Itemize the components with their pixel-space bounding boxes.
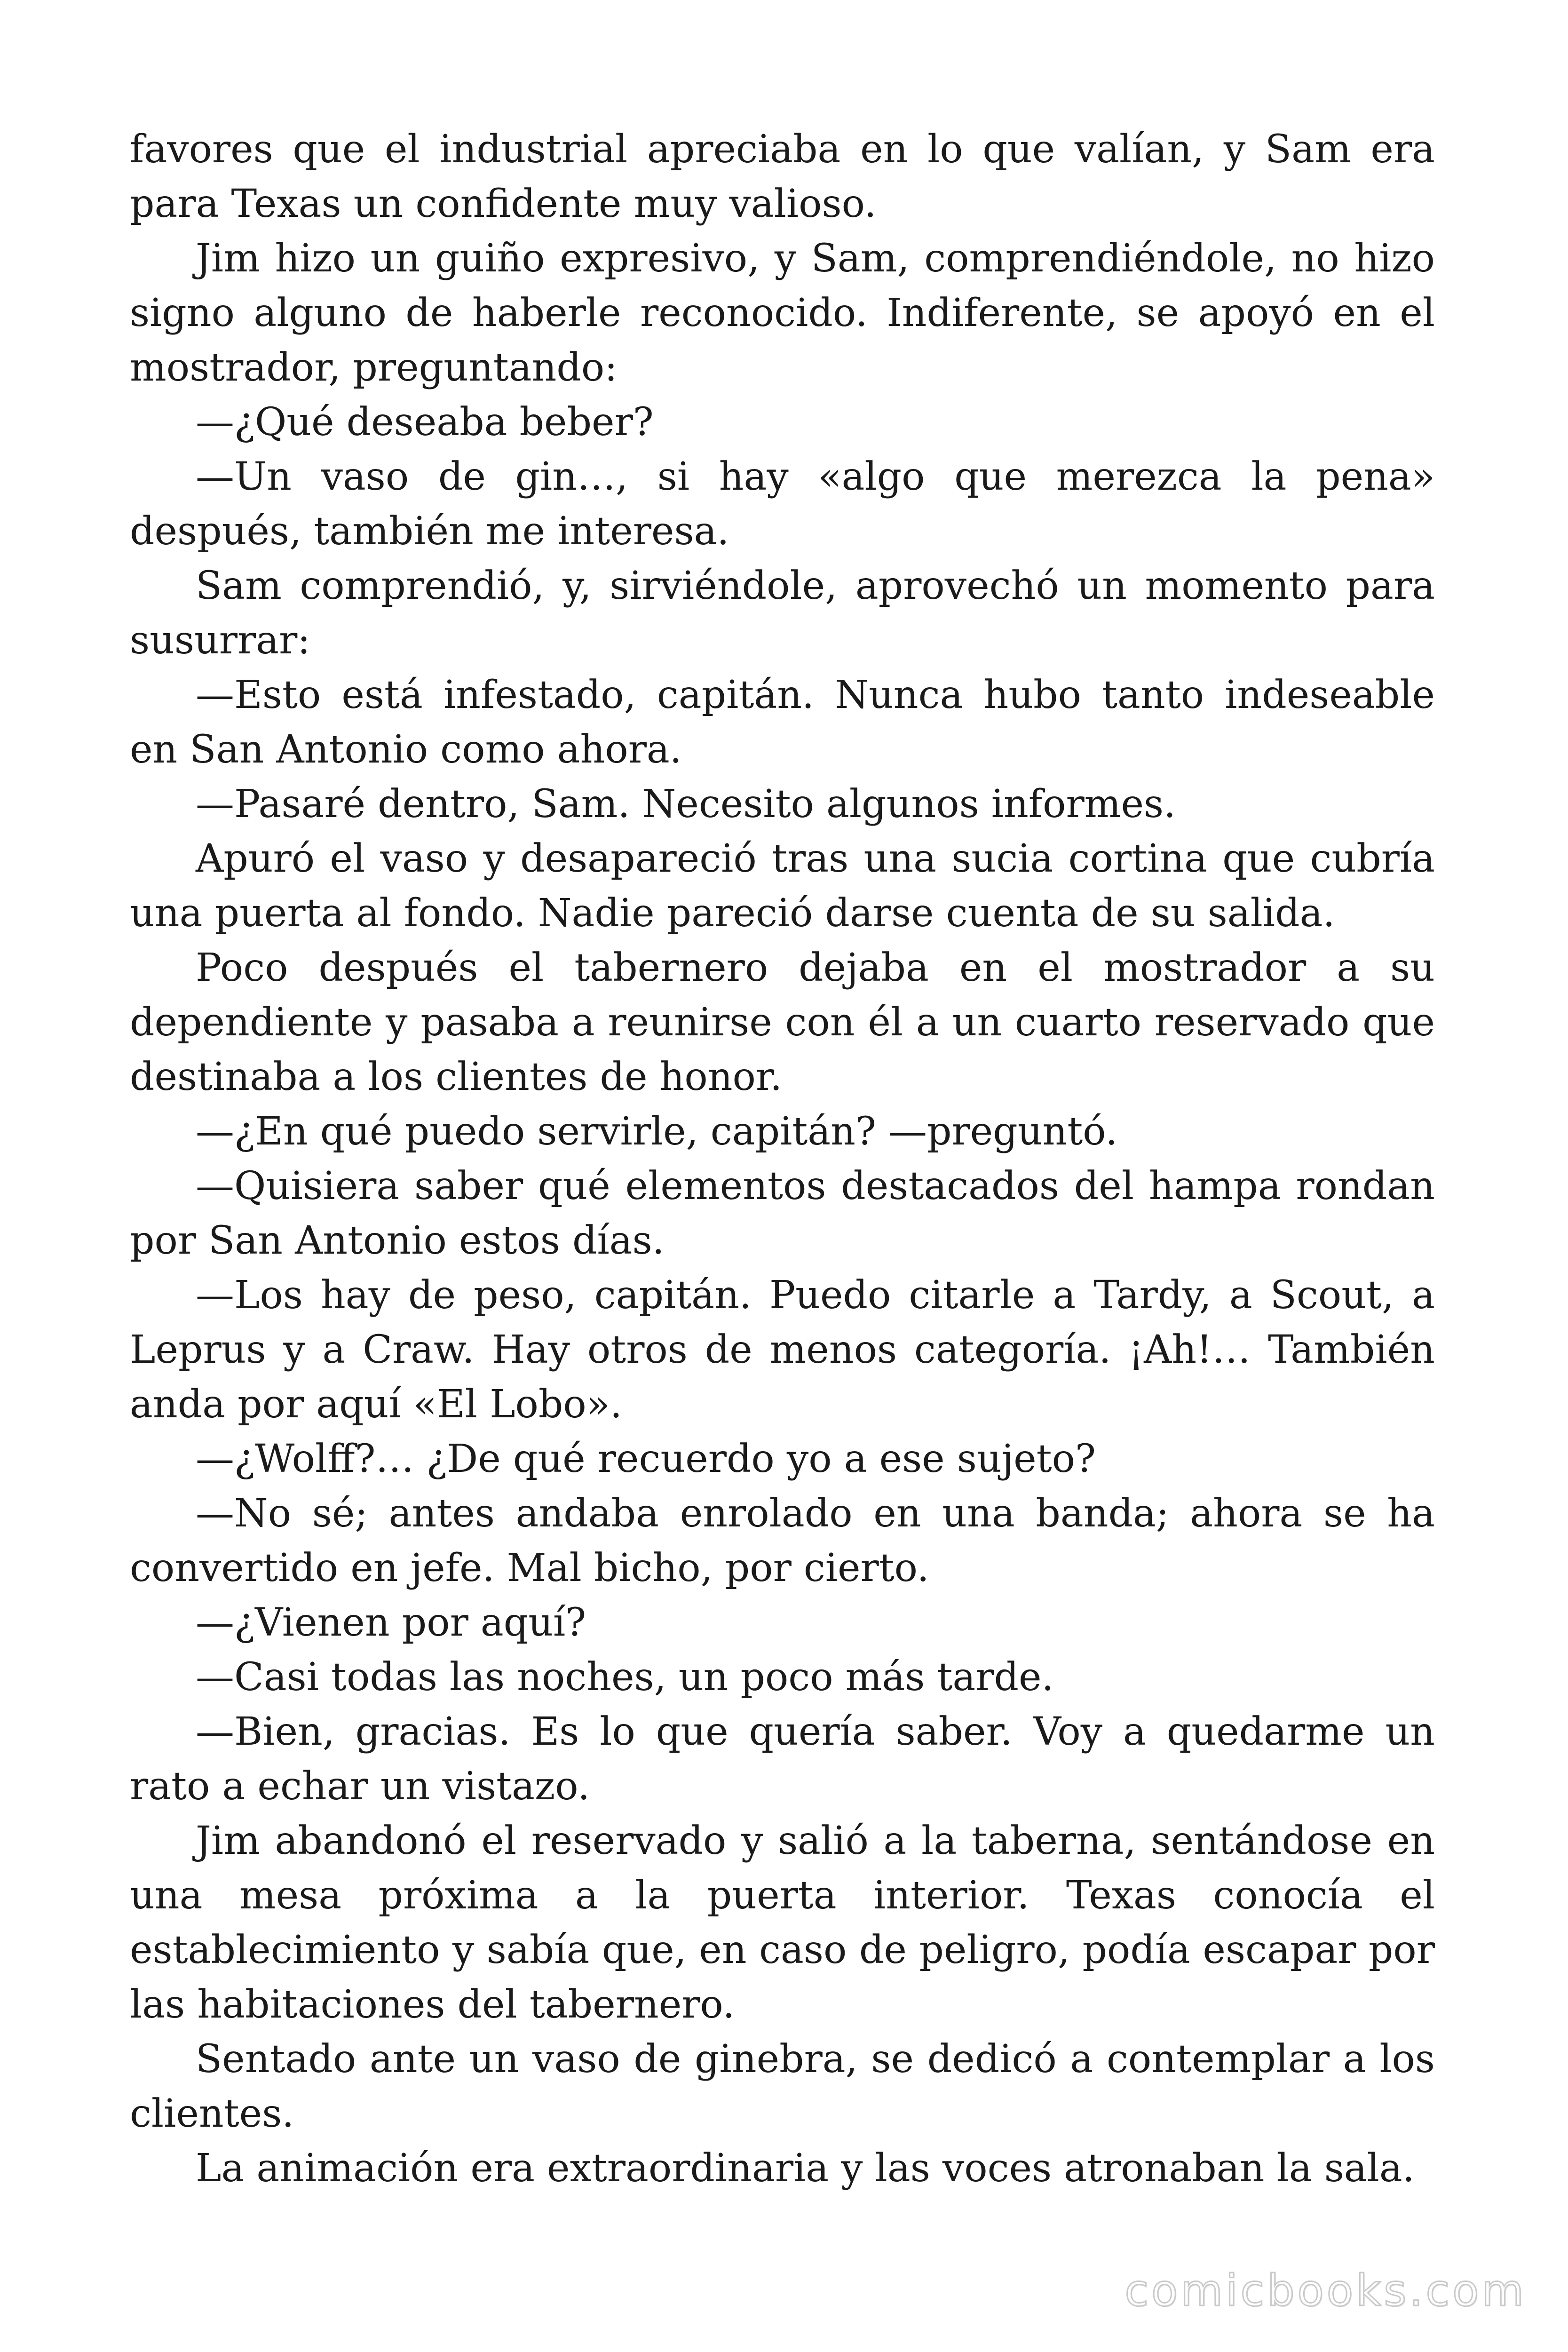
paragraph: Sentado ante un vaso de ginebra, se dedicó a contemplar a los clientes. <box>130 2037 1435 2136</box>
paragraph-dialogue: —¿Qué deseaba beber? <box>196 400 654 445</box>
paragraph-dialogue: —¿Wolff?… ¿De qué recuerdo yo a ese sujeto? <box>196 1437 1096 1481</box>
paragraph: La animación era extraordinaria y las voces atronaban la sala. <box>196 2146 1415 2191</box>
paragraph-dialogue: —Pasaré dentro, Sam. Necesito algunos informes. <box>196 782 1176 826</box>
paragraph-dialogue: —Casi todas las noches, un poco más tarde. <box>196 1655 1054 1700</box>
paragraph-dialogue: —Un vaso de gin…, si hay «algo que merezca la pena» después, también me interesa. <box>130 454 1435 554</box>
paragraph: Apuró el vaso y desapareció tras una sucia cortina que cubría una puerta al fondo. Nadie pareció darse cuenta de su salida. <box>130 836 1435 936</box>
paragraph: Poco después el tabernero dejaba en el mostrador a su dependiente y pasaba a reunirse con él a un cuarto reservado que destinaba a los clientes de honor. <box>130 946 1435 1099</box>
watermark: comicbooks.com <box>1125 2265 1527 2316</box>
paragraph-dialogue: —No sé; antes andaba enrolado en una banda; ahora se ha convertido en jefe. Mal bicho, por cierto. <box>130 1491 1435 1590</box>
paragraph-dialogue: —Bien, gracias. Es lo que quería saber. Voy a quedarme un rato a echar un vistazo. <box>130 1709 1435 1809</box>
paragraph-dialogue: —Quisiera saber qué elementos destacados del hampa rondan por San Antonio estos días. <box>130 1164 1435 1263</box>
paragraph-dialogue: —Los hay de peso, capitán. Puedo citarle a Tardy, a Scout, a Leprus y a Craw. Hay otros de menos categoría. ¡Ah!… También anda por aquí «El Lobo». <box>130 1273 1435 1427</box>
paragraph: Jim hizo un guiño expresivo, y Sam, comprendiéndole, no hizo signo alguno de haberle reconocido. Indiferente, se apoyó en el mostrador, preguntando: <box>130 236 1435 390</box>
paragraph-continuation: favores que el industrial apreciaba en lo que valían, y Sam era para Texas un confidente muy valioso. <box>130 127 1435 226</box>
paragraph: Jim abandonó el reservado y salió a la taberna, sentándose en una mesa próxima a la puerta interior. Texas conocía el establecimiento y sabía que, en caso de peligro, podía escapar por las habitaciones del tabernero. <box>130 1819 1435 2027</box>
paragraph-dialogue: —¿Vienen por aquí? <box>196 1600 586 1645</box>
paragraph-dialogue: —Esto está infestado, capitán. Nunca hubo tanto indeseable en San Antonio como ahora. <box>130 673 1435 772</box>
body-text <box>130 122 1435 2196</box>
paragraph: Sam comprendió, y, sirviéndole, aprovechó un momento para susurrar: <box>130 564 1435 663</box>
paragraph-dialogue: —¿En qué puedo servirle, capitán? —preguntó. <box>196 1109 1118 1154</box>
